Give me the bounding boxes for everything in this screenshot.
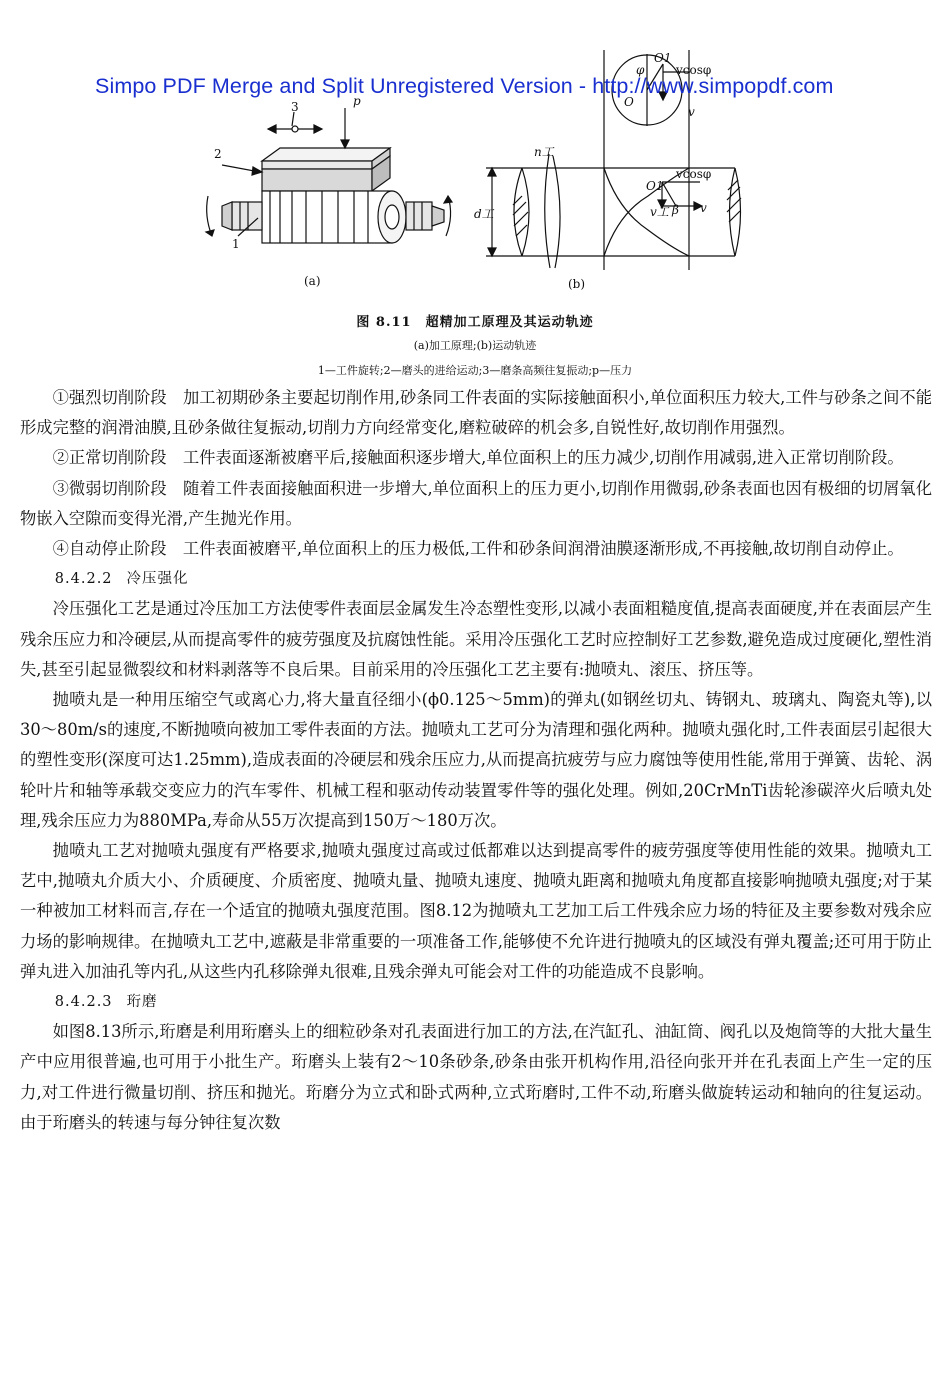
paragraph: 冷压强化工艺是通过冷压加工方法使零件表面层金属发生冷态塑性变形,以减小表面粗糙度值,提高表面硬度,并在表面层产生残余压应力和冷硬层,从而提高零件的疲劳强度及抗腐蚀性能。采用冷压强化工艺时应控制好工艺参数,避免造成过度硬化,塑性消失,甚至引起显微裂纹和材料剥落等不良后果。目前采用的冷压强化工艺主要有:抛喷丸、滚压、挤压等。 bbox=[20, 599, 932, 679]
fig-label-o1-bot: O1 bbox=[646, 179, 664, 193]
section-heading bbox=[20, 564, 932, 594]
watermark-banner: Simpo PDF Merge and Split Unregistered Version - http://www.simpopdf.com bbox=[95, 74, 834, 98]
fig-label-d: d工 bbox=[474, 207, 494, 221]
section-heading bbox=[20, 987, 932, 1017]
section-title: 珩磨 bbox=[126, 994, 158, 1011]
fig-label-beta: β bbox=[672, 203, 679, 217]
paragraph: 抛喷丸工艺对抛喷丸强度有严格要求,抛喷丸强度过高或过低都难以达到提高零件的疲劳强度等使用性能的效果。抛喷丸工艺中,抛喷丸介质大小、介质硬度、介质密度、抛喷丸量、抛喷丸速度、抛喷丸距离和抛喷丸角度都直接影响抛喷丸强度;对于某一种被加工材料而言,存在一个适宜的抛喷丸强度范围。图8.12为抛喷丸工艺加工后工件残余应力场的特征及主要参数对残余应力场的影响规律。在抛喷丸工艺中,遮蔽是非常重要的一项准备工作,能够使不允许进行抛喷丸的区域没有弹丸覆盖;还可用于防止弹丸进入加油孔等内孔,从这些内孔移除弹丸很难,且残余弹丸可能会对工件的功能造成不良影响。 bbox=[20, 841, 932, 981]
section-title: 冷压强化 bbox=[126, 571, 189, 588]
fig-label-1: 1 bbox=[232, 237, 240, 251]
paragraph: 抛喷丸是一种用压缩空气或离心力,将大量直径细小(ϕ0.125～5mm)的弹丸(如钢丝切丸、铸钢丸、玻璃丸、陶瓷丸等),以30～80m/s的速度,不断抛喷向被加工零件表面的方法。抛喷丸工艺可分为清理和强化两种。抛喷丸强化时,工件表面层引起很大的塑性变形(深度可达1.25mm),造成表面的冷硬层和残余压应力,从而提高抗疲劳与应力腐蚀等使用性能,常用于弹簧、齿轮、涡轮叶片和轴等承载交变应力的汽车零件、机械工程和驱动传动装置零件等的强化处理。例如,20CrMnTi齿轮渗碳淬火后喷丸处理,残余压应力为880MPa,寿命从55万次提高到150万～180万次。 bbox=[20, 690, 932, 830]
figure-caption-legend: 1—工件旋转;2—磨头的进给运动;3—磨条高频往复振动;p—压力 bbox=[317, 364, 633, 377]
fig-label-o1-top: O1 bbox=[654, 51, 672, 65]
figure-caption-subtitle: (a)加工原理;(b)运动轨迹 bbox=[413, 339, 537, 352]
fig-label-o-top: O bbox=[624, 95, 634, 109]
fig-label-vcos-top: vcosφ bbox=[676, 63, 712, 77]
fig-label-3: 3 bbox=[291, 100, 299, 114]
fig-label-b: (b) bbox=[568, 277, 586, 291]
fig-label-2: 2 bbox=[214, 147, 222, 161]
fig-label-v-top: v bbox=[688, 105, 695, 119]
paragraph: ③微弱切削阶段 随着工件表面接触面积进一步增大,单位面积上的压力更小,切削作用微弱,砂条表面也因有极细的切屑氧化物嵌入空隙而变得光滑,产生抛光作用。 bbox=[20, 478, 932, 528]
fig-label-phi: φ bbox=[636, 63, 645, 77]
section-number: 8.4.2.2 bbox=[54, 571, 113, 588]
body-text bbox=[20, 383, 932, 1138]
paragraph: ①强烈切削阶段 加工初期砂条主要起切削作用,砂条同工件表面的实际接触面积小,单位面积压力较大,工件与砂条之间不能形成完整的润滑油膜,且砂条做往复振动,切削力方向经常变化,磨粒破碎的机会多,自锐性好,故切削作用强烈。 bbox=[20, 388, 932, 438]
fig-label-v-gong: v工 bbox=[650, 205, 669, 219]
paragraph: ④自动停止阶段 工件表面被磨平,单位面积上的压力极低,工件和砂条间润滑油膜逐渐形成,不再接触,故切削自动停止。 bbox=[52, 539, 904, 559]
fig-label-vcos-bot: vcosφ bbox=[676, 167, 712, 181]
fig-label-a: (a) bbox=[304, 274, 321, 288]
figure-caption-title: 图 8.11 超精加工原理及其运动轨迹 bbox=[356, 315, 594, 330]
fig-label-p: p bbox=[353, 94, 361, 108]
fig-label-n: n工 bbox=[534, 145, 554, 159]
section-number: 8.4.2.3 bbox=[54, 994, 113, 1011]
paragraph: 如图8.13所示,珩磨是利用珩磨头上的细粒砂条对孔表面进行加工的方法,在汽缸孔、油缸筒、阀孔以及炮筒等的大批大量生产中应用很普遍,也可用于小批生产。珩磨头上装有2～10条砂条,砂条由张开机构作用,沿径向张开并在孔表面上产生一定的压力,对工件进行微量切削、挤压和抛光。珩磨分为立式和卧式两种,立式珩磨时,工件不动,珩磨头做旋转运动和轴向的往复运动。由于珩磨头的转速与每分钟往复次数 bbox=[20, 1022, 932, 1132]
paragraph: ②正常切削阶段 工件表面逐渐被磨平后,接触面积逐步增大,单位面积上的压力减少,切削作用减弱,进入正常切削阶段。 bbox=[52, 448, 904, 468]
fig-label-v-bot: v bbox=[700, 201, 707, 215]
figure-a-principle bbox=[206, 108, 452, 243]
